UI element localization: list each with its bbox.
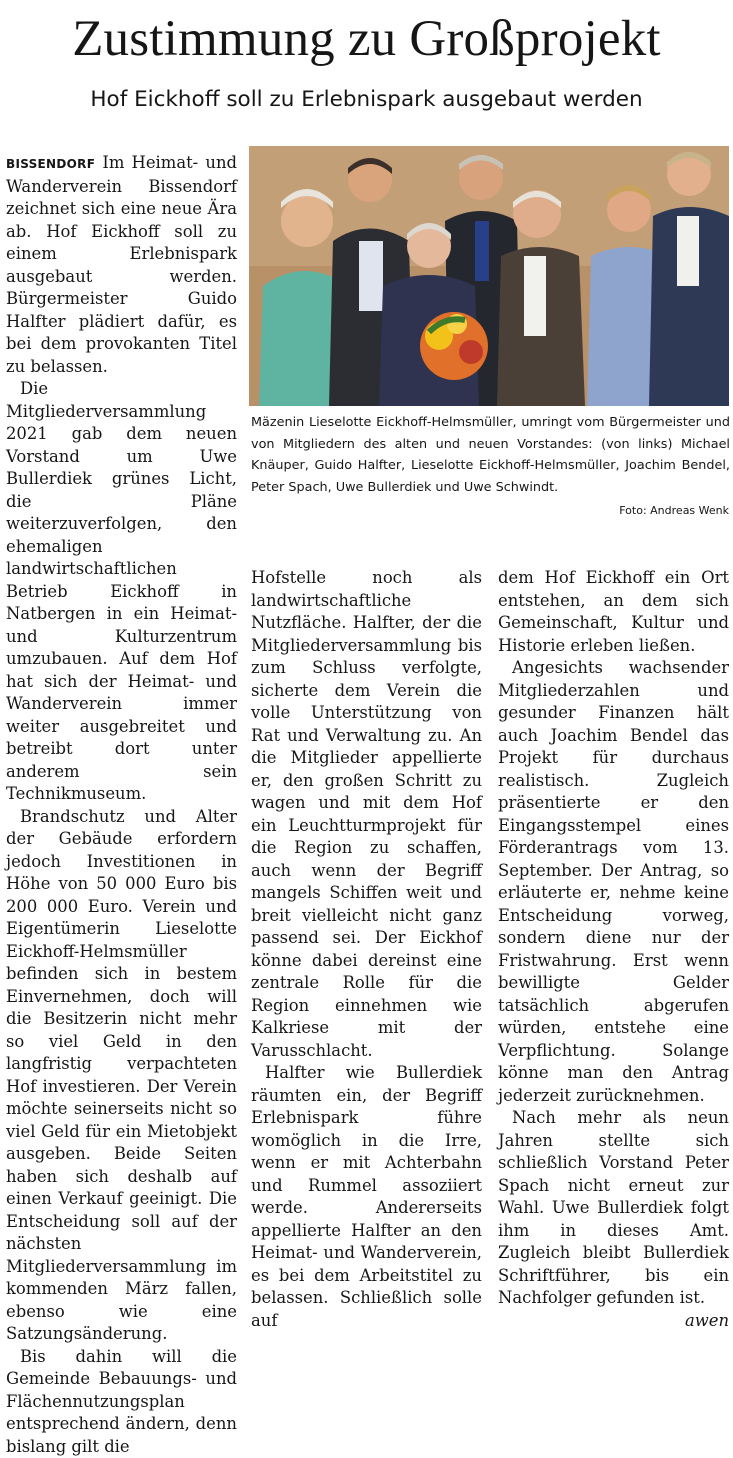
paragraph: Hofstelle noch als landwirtschaftliche Nutzfläche. Halfter, der die Mitgliederversammlung bis zum Schluss verfolgte, sicherte dem Verein die volle Unterstützung von Rat und Verwaltung zu. An die Mitglieder appellierte er, den großen Schritt zu wagen und mit dem Hof ein Leuchtturmprojekt für die Region zu schaffen, auch wenn der Begriff mangels Schiffen weit und breit vielleicht nicht ganz passend sei. Der Eickhof könne dabei dereinst eine zentrale Rolle für die Region einnehmen wie Kalkriese mit der Varusschlacht. <box>251 567 482 1062</box>
paragraph: Angesichts wachsender Mitgliederzahlen und gesunder Finanzen hält auch Joachim Bendel das Projekt für durchaus realistisch. Zugleich präsentierte er den Eingangsstempel eines Förderantrags vom 13. September. Der Antrag, so erläuterte er, nehme keine Entscheidung vorweg, sondern diene nur der Fristwahrung. Erst wenn bewilligte Gelder tatsächlich abgerufen würden, entstehe eine Verpflichtung. Solange könne man den Antrag jederzeit zurücknehmen. <box>498 657 729 1107</box>
paragraph: Brandschutz und Alter der Gebäude erfordern jedoch Investitionen in Höhe von 50 000 Euro bis 200 000 Euro. Verein und Eigentümerin Lieselotte Eickhoff-Helmsmüller befinden sich in bestem Einvernehmen, doch will die Besitzerin nicht mehr so viel Geld in den langfristig verpachteten Hof investieren. Der Verein möchte seinerseits nicht so viel Geld für ein Mietobjekt ausgeben. Beide Seiten haben sich deshalb auf einen Verkauf geeinigt. Die Entscheidung soll auf der nächsten Mitgliederversammlung im kommenden März fallen, ebenso wie eine Satzungsänderung. <box>6 806 237 1346</box>
lead-paragraph <box>6 152 237 378</box>
paragraph: dem Hof Eickhoff ein Ort entstehen, an dem sich Gemeinschaft, Kultur und Historie erleben ließen. <box>498 567 729 657</box>
article-column-2 <box>251 567 482 1332</box>
group-photo <box>249 146 729 406</box>
lead-text: Im Heimat- und Wanderverein Bissendorf zeichnet sich eine neue Ära ab. Hof Eickhoff soll zu einem Erlebnispark ausgebaut werden. Bürgermeister Guido Halfter plädiert dafür, es bei dem provokanten Titel zu belassen. <box>6 153 237 376</box>
photo-credit: Foto: Andreas Wenk <box>560 502 729 520</box>
paragraph: Die Mitgliederversammlung 2021 gab dem neuen Vorstand um Uwe Bullerdiek grünes Licht, die Pläne weiterzuverfolgen, den ehemaligen landwirtschaftlichen Betrieb Eickhoff in Natbergen in ein Heimat- und Kulturzentrum umzubauen. Auf dem Hof hat sich der Heimat- und Wanderverein immer weiter ausgebreitet und betreibt dort unter anderem sein Technikmuseum. <box>6 378 237 806</box>
subheadline: Hof Eickhoff soll zu Erlebnispark ausgebaut werden <box>0 84 733 116</box>
article-column-1 <box>6 152 237 1458</box>
paragraph: Halfter wie Bullerdiek räumten ein, der Begriff Erlebnispark führe womöglich in die Irre, wenn er mit Achterbahn und Rummel assoziiert werde. Andererseits appellierte Halfter an den Heimat- und Wanderverein, es bei dem Arbeitstitel zu belassen. Schließlich solle auf <box>251 1062 482 1332</box>
author-signature: awen <box>498 1310 729 1333</box>
paragraph: Nach mehr als neun Jahren stellte sich schließlich Vorstand Peter Spach nicht erneut zur Wahl. Uwe Bullerdiek folgt ihm in dieses Amt. Zugleich bleibt Bullerdiek Schriftführer, bis ein Nachfolger gefunden ist. <box>498 1107 729 1310</box>
photo-caption: Mäzenin Lieselotte Eickhoff-Helmsmüller, umringt vom Bürgermeister und von Mitgliedern des alten und neuen Vorstandes: (von links) Michael Knäuper, Guido Halfter, Lieselotte Eickhoff-Helmsmüller, Joachim Bendel, Peter Spach, Uwe Bullerdiek und Uwe Schwindt. <box>251 412 730 498</box>
paragraph: Bis dahin will die Gemeinde Bebauungs- und Flächennutzungsplan entsprechend ändern, denn bislang gilt die <box>6 1346 237 1458</box>
article-column-3 <box>498 567 729 1332</box>
headline: Zustimmung zu Großprojekt <box>0 0 733 78</box>
dateline: BISSENDORF <box>6 157 95 171</box>
